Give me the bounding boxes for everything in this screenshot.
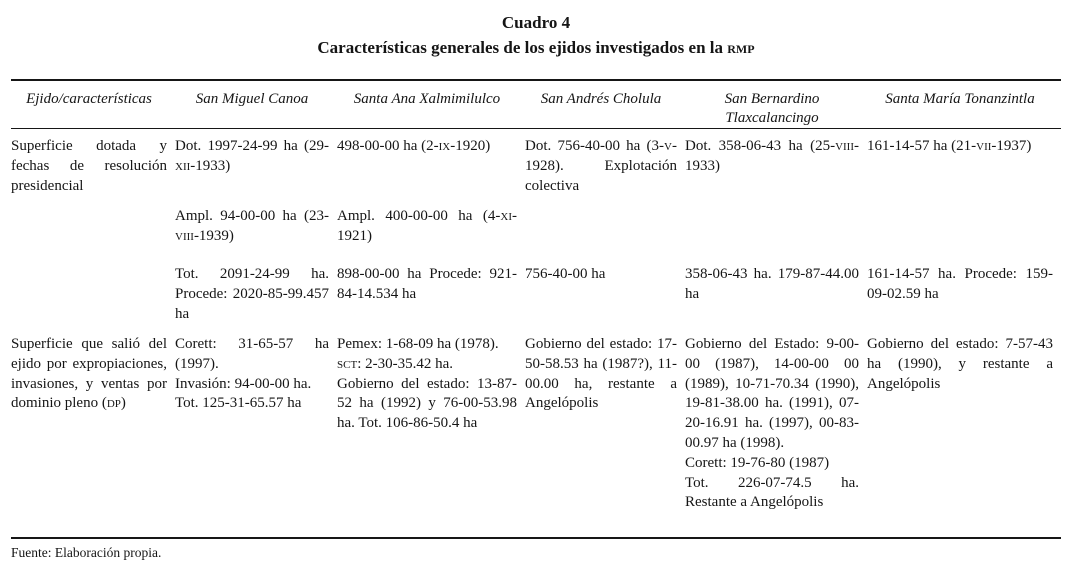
cell-xalmimilulco-total: 898-00-00 ha Procede: 921-84-14.534 ha — [337, 266, 517, 302]
cell-cholula-ampliacion — [525, 207, 677, 265]
cell-tonanzintla-salida — [867, 335, 1053, 531]
cell-paragraph: Invasión: 94-00-00 ha. — [175, 375, 312, 392]
cell-canoa-ampliacion: Ampl. 94-00-00 ha (23-viii-1939) — [175, 208, 329, 244]
table-row-superficie-salida — [11, 335, 1061, 537]
cell-canoa-total: Tot. 2091-24-99 ha. Procede: 2020-85-99.457 ha — [175, 266, 329, 322]
cell-tonanzintla-dotacion: 161-14-57 ha (21-vii-1937) — [867, 138, 1032, 154]
cell-tlaxcalancingo-ampliacion — [685, 207, 859, 265]
cell-paragraph: sct: 2-30-35.42 ha. — [337, 355, 454, 372]
table-source-note: Fuente: Elaboración propia. — [11, 545, 162, 560]
row-label-superficie-salida: Superficie que salió del ejido por expropiaciones, invasiones, y ventas por dominio pleno (dp) — [11, 336, 167, 412]
cell-paragraph: Gobierno del Estado: 9-00-00 (1987), 14-00-00 00 (1989), 10-71-70.34 (1990), 19-81-38.00 ha. (1991), 07-20-16.91 ha. (1997), 00-83-00.97 ha (1998). — [685, 336, 859, 451]
cell-paragraph: Corett: 31-65-57 ha (1997). — [175, 336, 329, 372]
cell-xalmimilulco-dotacion: 498-00-00 ha (2-ix-1920) — [337, 138, 491, 154]
table-row-superficie-dotada-band-1 — [11, 129, 1061, 207]
cell-tlaxcalancingo-dotacion: Dot. 358-06-43 ha (25-viii-1933) — [685, 138, 859, 174]
cell-canoa-salida — [175, 335, 329, 531]
column-header-santa-maria-tonanzintla: Santa María Tonanzintla — [885, 91, 1035, 107]
cell-tlaxcalancingo-total: 358-06-43 ha. 179-87-44.00 ha — [685, 266, 859, 302]
cell-paragraph: Pemex: 1-68-09 ha (1978). — [337, 336, 499, 352]
cell-tonanzintla-ampliacion — [867, 207, 1053, 265]
table-header-row — [11, 81, 1061, 129]
cell-xalmimilulco-salida — [337, 335, 517, 531]
cell-xalmimilulco-ampliacion: Ampl. 400-00-00 ha (4-xi-1921) — [337, 208, 517, 244]
cell-paragraph: Tot. 226-07-74.5 ha. Restante a Angelópolis — [685, 474, 859, 511]
table-row-superficie-dotada-band-3 — [11, 265, 1061, 335]
column-header-san-miguel-canoa: San Miguel Canoa — [195, 91, 309, 107]
column-header-ejido-caracteristicas: Ejido/características — [26, 91, 152, 107]
table-caption-title: Características generales de los ejidos investigados en la rmp — [317, 38, 755, 57]
row-label-spacer — [11, 265, 167, 335]
cell-cholula-dotacion: Dot. 756-40-00 ha (3-v-1928). Explotación colectiva — [525, 138, 677, 194]
cell-paragraph: Gobierno del estado: 13-87-52 ha (1992) y 76-00-53.98 ha. Tot. 106-86-50.4 ha — [337, 375, 517, 432]
column-header-san-andres-cholula: San Andrés Cholula — [540, 91, 662, 107]
table-title-block — [0, 0, 1072, 79]
row-label-superficie-dotada: Superficie dotada y fechas de resolución presidencial — [11, 138, 167, 194]
cell-tlaxcalancingo-salida — [685, 335, 859, 531]
cell-paragraph: Gobierno del estado: 7-57-43 ha (1990), y restante a Angelópolis — [867, 336, 1053, 392]
cell-tonanzintla-total: 161-14-57 ha. Procede: 159-09-02.59 ha — [867, 266, 1053, 302]
characteristics-table — [11, 79, 1061, 539]
cell-cholula-salida — [525, 335, 677, 531]
cell-canoa-dotacion: Dot. 1997-24-99 ha (29-xii-1933) — [175, 138, 329, 174]
row-label-spacer — [11, 207, 167, 265]
cell-paragraph: Corett: 19-76-80 (1987) — [685, 454, 830, 471]
table-number-title: Cuadro 4 — [501, 13, 571, 32]
column-header-san-bernardino-tlaxcalancingo: San Bernardino Tlaxcalancingo — [724, 91, 820, 126]
column-header-santa-ana-xalmimilulco: Santa Ana Xalmimilulco — [353, 91, 501, 107]
cell-paragraph: Gobierno del estado: 17-50-58.53 ha (1987?), 11-00.00 ha, restante a Angelópolis — [525, 336, 677, 412]
cell-cholula-total: 756-40-00 ha — [525, 266, 606, 282]
cell-paragraph: Tot. 125-31-65.57 ha — [175, 395, 302, 412]
table-row-superficie-dotada-band-2 — [11, 207, 1061, 265]
